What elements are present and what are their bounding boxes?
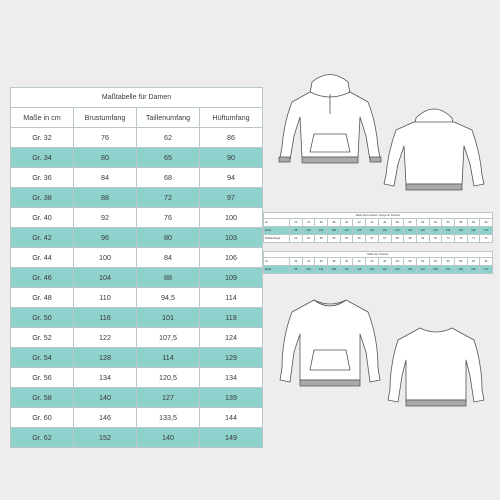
hoodie-back-illustration bbox=[376, 100, 494, 192]
table-row bbox=[11, 328, 263, 348]
table-cell: 48 bbox=[391, 258, 404, 266]
table-cell: Gr. 58 bbox=[11, 388, 74, 408]
table-cell: 68 bbox=[137, 168, 200, 188]
table-cell: 119 bbox=[200, 308, 263, 328]
sweater-table-caption: Maße der Sweater bbox=[263, 251, 493, 257]
size-table-body bbox=[11, 128, 263, 448]
table-cell: 146 bbox=[74, 408, 137, 428]
table-cell: 69 bbox=[429, 235, 442, 243]
table-cell: 46 bbox=[378, 219, 391, 227]
table-cell: 104 bbox=[74, 268, 137, 288]
table-cell: 134 bbox=[74, 368, 137, 388]
table-row bbox=[264, 219, 493, 227]
table-row bbox=[264, 235, 493, 243]
table-cell: 124 bbox=[378, 227, 391, 235]
table-row bbox=[11, 348, 263, 368]
table-cell: 52 bbox=[416, 258, 429, 266]
table-cell: 97 bbox=[200, 188, 263, 208]
table-cell: 66 bbox=[340, 235, 353, 243]
table-cell: 130 bbox=[391, 227, 404, 235]
header-size: Maße in cm bbox=[11, 108, 74, 128]
table-cell: 116 bbox=[353, 266, 366, 274]
sweater-measure-table bbox=[263, 251, 493, 274]
table-cell: 122 bbox=[74, 328, 137, 348]
table-cell: 92 bbox=[74, 208, 137, 228]
table-cell: 114 bbox=[137, 348, 200, 368]
table-cell: Gr. bbox=[264, 219, 290, 227]
table-cell: 160 bbox=[454, 266, 467, 274]
table-cell: Gr. 52 bbox=[11, 328, 74, 348]
table-cell: 80 bbox=[74, 148, 137, 168]
table-cell: Gr. 56 bbox=[11, 368, 74, 388]
table-cell: 94,5 bbox=[137, 288, 200, 308]
table-cell: 124 bbox=[378, 266, 391, 274]
table-cell: 148 bbox=[429, 266, 442, 274]
table-cell: 104 bbox=[315, 227, 328, 235]
table-cell: 140 bbox=[137, 428, 200, 448]
table-cell: 40 bbox=[340, 258, 353, 266]
table-cell: 136 bbox=[404, 227, 417, 235]
table-cell: 54 bbox=[429, 258, 442, 266]
table-cell: 172 bbox=[480, 227, 493, 235]
table-cell: 100 bbox=[74, 248, 137, 268]
table-cell: 84 bbox=[74, 168, 137, 188]
table-cell: 60 bbox=[467, 258, 480, 266]
table-cell: 36 bbox=[315, 258, 328, 266]
table-cell: 52 bbox=[416, 219, 429, 227]
table-row bbox=[11, 208, 263, 228]
table-cell: 128 bbox=[74, 348, 137, 368]
table-cell: 34 bbox=[302, 258, 315, 266]
table-cell: 130 bbox=[391, 266, 404, 274]
table-cell: Gr. 50 bbox=[11, 308, 74, 328]
table-cell: 103 bbox=[200, 228, 263, 248]
table-row bbox=[264, 266, 493, 274]
table-cell: 140 bbox=[74, 388, 137, 408]
table-cell: Gr. 40 bbox=[11, 208, 74, 228]
sweater-front-illustration bbox=[270, 290, 390, 390]
table-cell: 71 bbox=[480, 235, 493, 243]
table-cell: 142 bbox=[416, 227, 429, 235]
table-cell: 86 bbox=[200, 128, 263, 148]
table-cell: 65 bbox=[137, 148, 200, 168]
table-cell: 107,5 bbox=[137, 328, 200, 348]
table-cell: 58 bbox=[454, 258, 467, 266]
table-cell: 149 bbox=[200, 428, 263, 448]
table-cell: Gr. 62 bbox=[11, 428, 74, 448]
table-row bbox=[11, 188, 263, 208]
hoodie-front-illustration bbox=[270, 62, 390, 170]
table-cell: 44 bbox=[366, 258, 379, 266]
table-cell: 90 bbox=[200, 148, 263, 168]
table-row bbox=[11, 268, 263, 288]
table-row bbox=[11, 288, 263, 308]
table-cell: 68 bbox=[391, 235, 404, 243]
header-hip: Hüftumfang bbox=[200, 108, 263, 128]
table-cell: 120 bbox=[366, 266, 379, 274]
table-cell: Weite bbox=[264, 227, 290, 235]
table-row bbox=[264, 258, 493, 266]
table-cell: 100 bbox=[200, 208, 263, 228]
table-cell: 62 bbox=[137, 128, 200, 148]
table-cell: Gr. 54 bbox=[11, 348, 74, 368]
table-cell: 44 bbox=[366, 219, 379, 227]
table-cell: 56 bbox=[442, 258, 455, 266]
table-cell: 124 bbox=[200, 328, 263, 348]
table-cell: 152 bbox=[74, 428, 137, 448]
table-cell: 70 bbox=[454, 235, 467, 243]
table-cell: 76 bbox=[137, 208, 200, 228]
table-cell: 127 bbox=[137, 388, 200, 408]
table-cell: 144 bbox=[200, 408, 263, 428]
table-cell: 42 bbox=[353, 219, 366, 227]
table-cell: 48 bbox=[391, 219, 404, 227]
table-cell: 38 bbox=[328, 258, 341, 266]
table-cell: Gr. 60 bbox=[11, 408, 74, 428]
table-cell: 120,5 bbox=[137, 368, 200, 388]
table-cell: 134 bbox=[200, 368, 263, 388]
table-cell: 64 bbox=[302, 235, 315, 243]
table-cell: 116 bbox=[74, 308, 137, 328]
table-row bbox=[11, 408, 263, 428]
table-cell: 36 bbox=[315, 219, 328, 227]
table-cell: 60 bbox=[467, 219, 480, 227]
table-cell: 34 bbox=[302, 219, 315, 227]
header-bust: Brustumfang bbox=[74, 108, 137, 128]
table-row bbox=[11, 428, 263, 448]
table-cell: 112 bbox=[340, 266, 353, 274]
table-cell: 88 bbox=[74, 188, 137, 208]
table-cell: 106 bbox=[200, 248, 263, 268]
table-cell: 72 bbox=[137, 188, 200, 208]
table-cell: 100 bbox=[302, 227, 315, 235]
table-cell: 108 bbox=[328, 227, 341, 235]
size-table bbox=[10, 87, 263, 448]
table-cell: 67 bbox=[366, 235, 379, 243]
table-cell: 139 bbox=[200, 388, 263, 408]
table-cell: 68 bbox=[404, 235, 417, 243]
table-cell: 154 bbox=[442, 227, 455, 235]
table-cell: 160 bbox=[454, 227, 467, 235]
table-cell: 46 bbox=[378, 258, 391, 266]
table-cell: 108 bbox=[328, 266, 341, 274]
table-row bbox=[11, 168, 263, 188]
table-cell: Gr. 44 bbox=[11, 248, 74, 268]
table-cell: 120 bbox=[366, 227, 379, 235]
table-cell: 62 bbox=[480, 219, 493, 227]
table-cell: 116 bbox=[353, 227, 366, 235]
table-cell: Gr. bbox=[264, 258, 290, 266]
table-row bbox=[11, 248, 263, 268]
table-cell: 80 bbox=[137, 228, 200, 248]
table-cell: 32 bbox=[290, 219, 303, 227]
table-cell: 129 bbox=[200, 348, 263, 368]
header-waist: Taillenumfang bbox=[137, 108, 200, 128]
table-cell: Gr. 34 bbox=[11, 148, 74, 168]
table-row bbox=[11, 388, 263, 408]
table-cell: Gr. 36 bbox=[11, 168, 74, 188]
table-cell: 166 bbox=[467, 266, 480, 274]
table-cell: 67 bbox=[378, 235, 391, 243]
table-cell: 101 bbox=[137, 308, 200, 328]
table-cell: 62 bbox=[480, 258, 493, 266]
table-cell: 42 bbox=[353, 258, 366, 266]
table-cell: 32 bbox=[290, 258, 303, 266]
table-cell: 94 bbox=[200, 168, 263, 188]
sweater-table-grid bbox=[263, 257, 493, 274]
table-cell: 166 bbox=[467, 227, 480, 235]
table-cell: 65 bbox=[328, 235, 341, 243]
table-cell: 64 bbox=[290, 235, 303, 243]
table-cell: 50 bbox=[404, 219, 417, 227]
table-cell: 71 bbox=[467, 235, 480, 243]
table-cell: 172 bbox=[480, 266, 493, 274]
table-cell: 142 bbox=[416, 266, 429, 274]
table-title: Maßtabelle für Damen bbox=[11, 88, 263, 108]
table-cell: 114 bbox=[200, 288, 263, 308]
table-row bbox=[11, 228, 263, 248]
hoodie-measure-table bbox=[263, 212, 493, 243]
table-cell: 96 bbox=[290, 227, 303, 235]
table-row bbox=[264, 227, 493, 235]
table-cell: 70 bbox=[442, 235, 455, 243]
table-cell: 76 bbox=[74, 128, 137, 148]
table-cell: 84 bbox=[137, 248, 200, 268]
hoodie-table-caption: Maße der Hoodies / Länge ab Schulter bbox=[263, 212, 493, 218]
table-cell: Gr. 46 bbox=[11, 268, 74, 288]
table-cell: 133,5 bbox=[137, 408, 200, 428]
table-cell: 50 bbox=[404, 258, 417, 266]
table-cell: 88 bbox=[137, 268, 200, 288]
table-cell: 38 bbox=[328, 219, 341, 227]
table-cell: 104 bbox=[315, 266, 328, 274]
table-cell: 54 bbox=[429, 219, 442, 227]
table-cell: Weite bbox=[264, 266, 290, 274]
table-cell: 96 bbox=[74, 228, 137, 248]
table-cell: 109 bbox=[200, 268, 263, 288]
table-row bbox=[11, 308, 263, 328]
hoodie-table-grid bbox=[263, 218, 493, 243]
table-cell: 148 bbox=[429, 227, 442, 235]
table-cell: 65 bbox=[315, 235, 328, 243]
table-row bbox=[11, 128, 263, 148]
table-cell: 136 bbox=[404, 266, 417, 274]
table-cell: 110 bbox=[74, 288, 137, 308]
table-cell: 66 bbox=[353, 235, 366, 243]
table-cell: 100 bbox=[302, 266, 315, 274]
table-cell: 112 bbox=[340, 227, 353, 235]
table-cell: Gr. 38 bbox=[11, 188, 74, 208]
table-cell: 56 bbox=[442, 219, 455, 227]
sweater-back-illustration bbox=[378, 320, 494, 410]
table-cell: Rückenlänge bbox=[264, 235, 290, 243]
table-cell: Gr. 48 bbox=[11, 288, 74, 308]
table-cell: 58 bbox=[454, 219, 467, 227]
table-cell: 40 bbox=[340, 219, 353, 227]
table-cell: 154 bbox=[442, 266, 455, 274]
table-row bbox=[11, 148, 263, 168]
table-cell: 96 bbox=[290, 266, 303, 274]
table-cell: 69 bbox=[416, 235, 429, 243]
table-cell: Gr. 32 bbox=[11, 128, 74, 148]
table-row bbox=[11, 368, 263, 388]
table-cell: Gr. 42 bbox=[11, 228, 74, 248]
